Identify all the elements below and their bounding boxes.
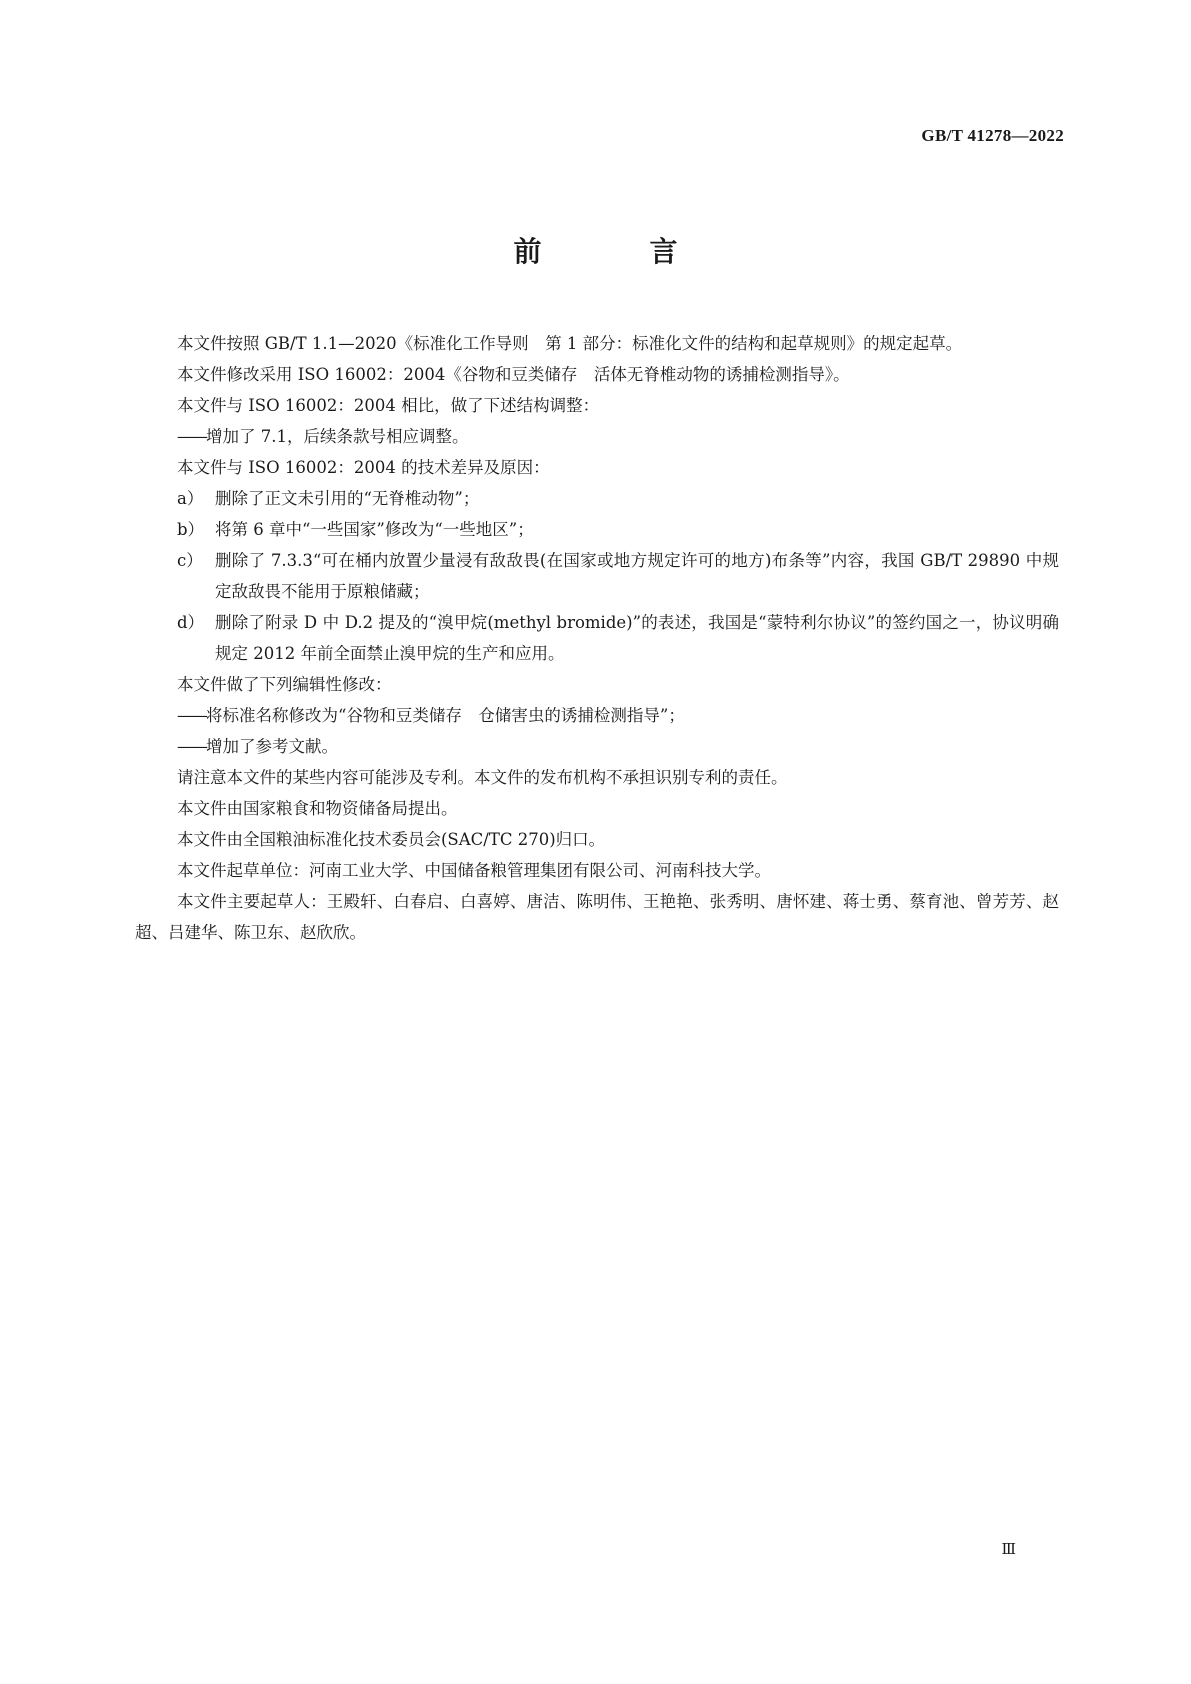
list-item xyxy=(135,483,1059,514)
list-item xyxy=(135,545,1059,607)
paragraph-technical-differences: 本文件与 ISO 16002：2004 的技术差异及原因： xyxy=(177,458,550,477)
foreword-body xyxy=(135,328,1059,948)
dash-item-text: 增加了参考文献。 xyxy=(206,737,338,756)
paragraph-committee: 本文件由全国粮油标准化技术委员会(SAC/TC 270)归口。 xyxy=(177,830,606,849)
list-item-text: 删除了 7.3.3“可在桶内放置少量浸有敌敌畏(在国家或地方规定许可的地方)布条等”内容，我国 GB/T 29890 中规定敌敌畏不能用于原粮储藏； xyxy=(215,551,1059,601)
dash-item-structure xyxy=(135,421,1059,452)
list-item-text: 删除了附录 D 中 D.2 提及的“溴甲烷(methyl bromide)”的表述，我国是“蒙特利尔协议”的签约国之一，协议明确规定 2012 年前全面禁止溴甲烷的生产和应用。 xyxy=(215,613,1059,663)
paragraph-drafting-units: 本文件起草单位：河南工业大学、中国储备粮管理集团有限公司、河南科技大学。 xyxy=(177,861,771,880)
list-item xyxy=(135,607,1059,669)
dash-item-text: 将标准名称修改为“谷物和豆类储存 仓储害虫的诱捕检测指导”； xyxy=(206,706,685,725)
list-item xyxy=(135,514,1059,545)
dash-mark: —— xyxy=(177,737,206,756)
paragraph-adoption: 本文件修改采用 ISO 16002：2004《谷物和豆类储存 活体无脊椎动物的诱捕检测指导》。 xyxy=(177,365,850,384)
list-item-label: b） xyxy=(177,520,205,539)
paragraph-patent-notice: 请注意本文件的某些内容可能涉及专利。本文件的发布机构不承担识别专利的责任。 xyxy=(177,768,788,787)
list-item-label: a） xyxy=(177,489,204,508)
page-title: 前 言 xyxy=(513,235,718,268)
dash-item-references xyxy=(135,731,1059,762)
dash-item-rename xyxy=(135,700,1059,731)
paragraph-drafting-rules: 本文件按照 GB/T 1.1—2020《标准化工作导则 第 1 部分：标准化文件的结构和起草规则》的规定起草。 xyxy=(177,334,963,353)
dash-mark: —— xyxy=(177,427,206,446)
dash-mark: —— xyxy=(177,706,206,725)
dash-item-text: 增加了 7.1，后续条款号相应调整。 xyxy=(206,427,469,446)
page-number: Ⅲ xyxy=(1001,1542,1016,1558)
paragraph-editorial-changes: 本文件做了下列编辑性修改： xyxy=(177,675,392,694)
paragraph-proposer: 本文件由国家粮食和物资储备局提出。 xyxy=(177,799,458,818)
list-item-label: d） xyxy=(177,613,205,632)
list-item-text: 将第 6 章中“一些国家”修改为“一些地区”； xyxy=(215,520,534,539)
paragraph-drafters: 本文件主要起草人：王殿轩、白春启、白喜婷、唐洁、陈明伟、王艳艳、张秀明、唐怀建、蒋士勇、蔡育池、曾芳芳、赵超、吕建华、陈卫东、赵欣欣。 xyxy=(135,892,1059,942)
standard-code: GB/T 41278—2022 xyxy=(921,126,1064,145)
list-item-label: c） xyxy=(177,551,203,570)
paragraph-structural-changes: 本文件与 ISO 16002：2004 相比，做了下述结构调整： xyxy=(177,396,600,415)
list-item-text: 删除了正文未引用的“无脊椎动物”； xyxy=(215,489,480,508)
